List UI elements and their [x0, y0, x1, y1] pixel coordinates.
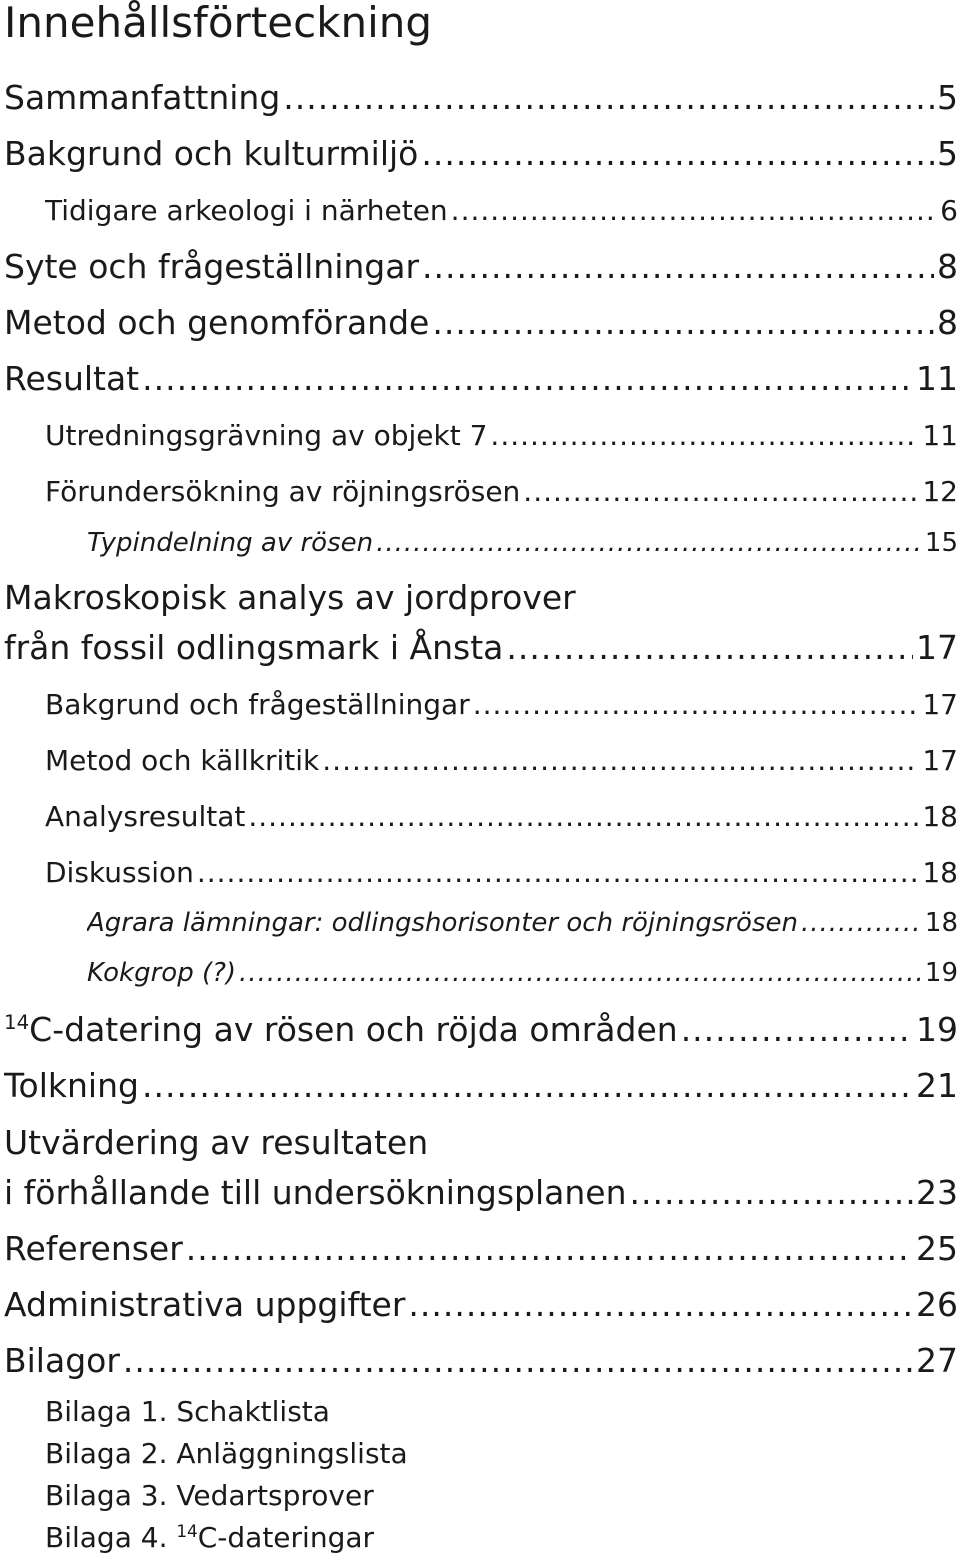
dot-leader — [142, 1066, 913, 1105]
toc-entry-tolkning[interactable] — [4, 1066, 958, 1105]
appendix-4[interactable] — [45, 1521, 374, 1554]
dot-leader — [142, 359, 913, 398]
toc-entry-forundersokning[interactable] — [45, 475, 958, 508]
toc-page-number: 27 — [916, 1341, 958, 1380]
dot-leader — [801, 908, 922, 938]
toc-page-number: 11 — [916, 359, 958, 398]
toc-page-number: 18 — [924, 908, 958, 938]
toc-page-number: 18 — [922, 856, 958, 889]
toc-entry-analysresultat[interactable] — [45, 800, 958, 833]
toc-entry-label: Bilagor — [4, 1341, 120, 1380]
dot-leader — [421, 134, 934, 173]
dot-leader — [681, 1010, 913, 1049]
toc-page-number: 11 — [922, 419, 958, 452]
toc-entry-label: Kokgrop (?) — [87, 958, 237, 988]
toc-entry-label: Referenser — [4, 1229, 183, 1268]
toc-page-number: 12 — [922, 475, 958, 508]
toc-entry-bilagor[interactable] — [4, 1341, 958, 1380]
toc-entry-utvardering[interactable] — [4, 1173, 958, 1212]
toc-entry-c14-datering[interactable] — [4, 1010, 958, 1049]
dot-leader — [248, 800, 919, 833]
dot-leader — [490, 419, 919, 452]
toc-entry-label: Bakgrund och kulturmiljö — [4, 134, 419, 173]
toc-page-number: 17 — [922, 688, 958, 721]
toc-page-number: 26 — [916, 1285, 958, 1324]
toc-entry-label-text: C-datering av rösen och röjda områden — [29, 1010, 678, 1049]
dot-leader — [239, 958, 922, 988]
toc-entry-sammanfattning[interactable] — [4, 78, 958, 117]
toc-entry-label: Agrara lämningar: odlingshorisonter och röjningsrösen — [87, 908, 798, 938]
toc-page-number: 5 — [937, 134, 958, 173]
toc-entry-label: Syte och frågeställningar — [4, 247, 420, 286]
dot-leader — [630, 1173, 914, 1212]
dot-leader — [123, 1341, 913, 1380]
toc-entry-resultat[interactable] — [4, 359, 958, 398]
toc-page-number: 17 — [916, 628, 958, 667]
toc-entry-bakgrund-fragestallningar[interactable] — [45, 688, 958, 721]
toc-entry-utvardering-line1[interactable]: Utvärdering av resultaten — [4, 1123, 429, 1162]
dot-leader — [186, 1229, 913, 1268]
dot-leader — [473, 688, 920, 721]
appendix-4-label: Bilaga 4. — [45, 1521, 177, 1554]
toc-entry-label: Sammanfattning — [4, 78, 281, 117]
toc-entry-label: Resultat — [4, 359, 140, 398]
dot-leader — [506, 628, 913, 667]
toc-entry-tidigare-arkeologi[interactable] — [45, 194, 958, 227]
toc-entry-kokgrop[interactable] — [87, 958, 958, 988]
appendix-1[interactable]: Bilaga 1. Schaktlista — [45, 1395, 330, 1428]
toc-entry-label: Förundersökning av röjningsrösen — [45, 475, 521, 508]
toc-page-number: 19 — [924, 958, 958, 988]
toc-page-number: 18 — [922, 800, 958, 833]
appendix-4-label-after: C-dateringar — [197, 1521, 375, 1554]
superscript-14: 14 — [176, 1520, 198, 1541]
toc-entry-label: Typindelning av rösen — [87, 528, 374, 558]
toc-entry-referenser[interactable] — [4, 1229, 958, 1268]
dot-leader — [422, 247, 934, 286]
toc-page-number: 15 — [924, 528, 958, 558]
toc-page-number: 8 — [937, 247, 958, 286]
toc-entry-syfte[interactable] — [4, 247, 958, 286]
toc-entry-diskussion[interactable] — [45, 856, 958, 889]
toc-page-number: 25 — [916, 1229, 958, 1268]
toc-entry-label: i förhållande till undersökningsplanen — [4, 1173, 627, 1212]
toc-entry-label: Bakgrund och frågeställningar — [45, 688, 470, 721]
dot-leader — [376, 528, 922, 558]
toc-entry-label: Diskussion — [45, 856, 194, 889]
toc-entry-label: Metod och källkritik — [45, 744, 320, 777]
dot-leader — [197, 856, 920, 889]
toc-entry-label: Tolkning — [4, 1066, 139, 1105]
dot-leader — [451, 194, 938, 227]
toc-entry-label: Utredningsgrävning av objekt 7 — [45, 419, 488, 452]
toc-page-number: 5 — [937, 78, 958, 117]
dot-leader — [408, 1285, 913, 1324]
toc-entry-label: Metod och genomförande — [4, 303, 430, 342]
toc-page-number: 23 — [916, 1173, 958, 1212]
toc-heading: Innehållsförteckning — [4, 0, 433, 47]
toc-entry-label — [4, 1010, 678, 1049]
dot-leader — [432, 303, 934, 342]
appendix-3[interactable]: Bilaga 3. Vedartsprover — [45, 1479, 374, 1512]
toc-page-number: 8 — [937, 303, 958, 342]
toc-entry-makroskopisk[interactable] — [4, 628, 958, 667]
toc-entry-label: från fossil odlingsmark i Ånsta — [4, 628, 504, 667]
superscript-14: 14 — [4, 1011, 30, 1035]
toc-entry-agrara-lamningar[interactable] — [87, 908, 958, 938]
toc-page-number: 21 — [916, 1066, 958, 1105]
toc-entry-label: Analysresultat — [45, 800, 246, 833]
dot-leader — [523, 475, 919, 508]
toc-entry-typindelning[interactable] — [87, 528, 958, 558]
toc-entry-bakgrund-kulturmiljo[interactable] — [4, 134, 958, 173]
dot-leader — [322, 744, 919, 777]
toc-entry-metod-kallkritik[interactable] — [45, 744, 958, 777]
appendix-2[interactable]: Bilaga 2. Anläggningslista — [45, 1437, 408, 1470]
toc-page-number: 6 — [940, 194, 958, 227]
toc-entry-administrativa[interactable] — [4, 1285, 958, 1324]
toc-entry-metod-genomforande[interactable] — [4, 303, 958, 342]
toc-entry-utredningsgravning[interactable] — [45, 419, 958, 452]
toc-page-number: 19 — [916, 1010, 958, 1049]
toc-page-number: 17 — [922, 744, 958, 777]
toc-entry-label: Administrativa uppgifter — [4, 1285, 406, 1324]
dot-leader — [283, 78, 934, 117]
toc-entry-label: Tidigare arkeologi i närheten — [45, 194, 448, 227]
toc-entry-makroskopisk-line1[interactable]: Makroskopisk analys av jordprover — [4, 578, 576, 617]
